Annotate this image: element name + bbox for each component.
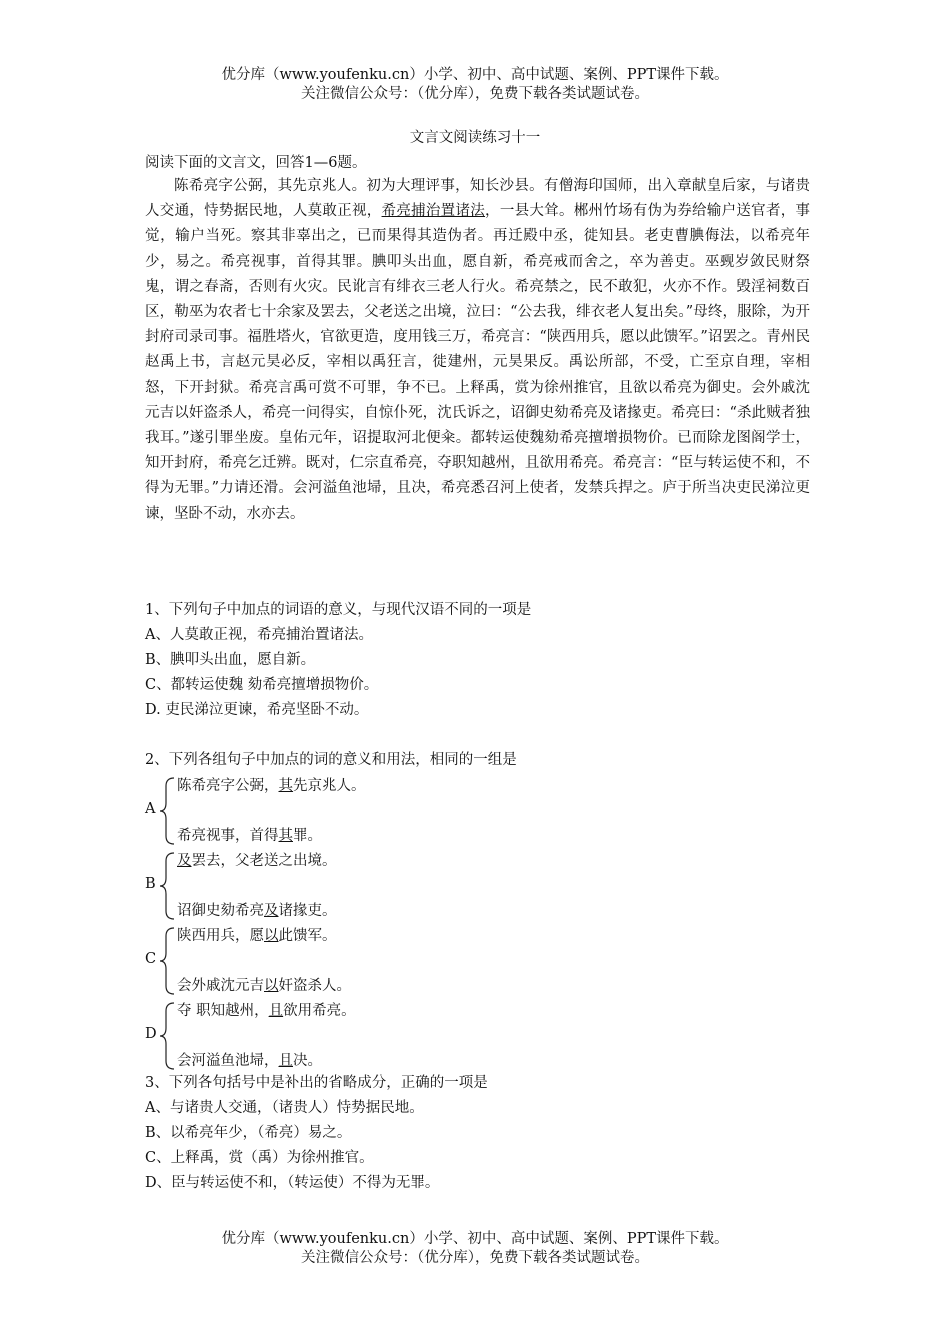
key-word: 且 [278,1053,293,1069]
question-1-option-a: A、人莫敢正视，希亮捕治置诸法。 [145,627,373,643]
question-2-stem: 2、下列各组句子中加点的词的意义和用法，相同的一组是 [145,752,517,768]
document-title: 文言文阅读练习十一 [409,130,541,146]
sentence-text: 会外戚沈元吉 [177,978,264,994]
sentence-1 [177,849,337,870]
sentence-2 [177,974,351,995]
curly-brace-icon [158,926,176,996]
sentence-text: 罢去，父老送之出境。 [191,853,337,869]
sentence-text: 诸掾吏。 [278,903,337,919]
curly-brace-icon [158,1001,176,1071]
sentence-text: 决。 [293,1053,322,1069]
passage-text-2: ，一县大耸。郴州竹场有伪为券给输户送官者，事觉，输户当死。察其非辜出之，已而果得其造伪者。再迁殿中丞，徙知县。老吏曹腆侮法，以希亮年少，易之。希亮视事，首得其罪。腆叩头出血，愿自新，希亮戒而舍之，卒为善吏。巫觋岁敛民财祭鬼，谓之春斋，否则有火灾。民讹言有绯衣三老人行火。希亮禁之，民不敢犯，火亦不作。毁淫祠数百区，勒巫为农者七十余家及罢去，父老送之出境，泣曰：“公去我，绯衣老人复出矣。”母终，服除，为开封府司录司事。福胜塔火，官欲更造，度用钱三万，希亮言：“陕西用兵，愿以此馈军。”诏罢之。青州民赵禹上书，言赵元昊必反，宰相以禹狂言，徙建州，元昊果反。禹讼所部，不受，亡至京自理，宰相怒，下开封狱。希亮言禹可赏不可罪，争不已。上释禹，赏为徐州推官，且欲以希亮为御史。会外戚沈元吉以奸盗杀人，希亮一问得实，自惊仆死，沈氏诉之，诏御史劾希亮及诸掾吏。希亮曰：“杀此贼者独我耳。”遂引罪坐废。皇佑元年，诏提取河北便籴。都转运使魏劾希亮擅增损物价。已而除龙图阁学士，知开封府，希亮乞迁辨。既对，仁宗直希亮，夺职知越州，且欲用希亮。希亮言：“臣与转运使不和，不得为无罪。”力请还滑。会河溢鱼池埽，且决，希亮悉召河上使者，发禁兵捍之。庐于所当决吏民涕泣更谏，坚卧不动，水亦去。 [145,203,811,522]
sentence-text: 此馈军。 [278,928,337,944]
sentence-text: 希亮视事，首得 [177,828,279,844]
group-letter: A [145,801,156,817]
header-line-1: 优分库（www.youfenku.cn）小学、初中、高中试题、案例、PPT课件下载。 [221,67,729,83]
question-1 [145,598,810,723]
page-footer [0,1230,950,1268]
sentence-text: 夺 职知越州， [177,1003,269,1019]
key-word: 及 [177,853,192,869]
sentence-text: 先京兆人。 [293,778,366,794]
sentence-1 [177,924,337,945]
classical-passage [145,174,810,527]
question-1-stem: 1、下列句子中加点的词语的意义，与现代汉语不同的一项是 [145,602,532,618]
question-3-stem: 3、下列各句括号中是补出的省略成分，正确的一项是 [145,1075,488,1091]
footer-line-2: 关注微信公众号：（优分库），免费下载各类试题试卷。 [301,1250,649,1266]
question-3-option-d: D、臣与转运使不和，（转运使）不得为无罪。 [145,1175,440,1191]
header-line-2: 关注微信公众号：（优分库），免费下载各类试题试卷。 [301,86,649,102]
key-word: 以 [264,978,279,994]
sentence-1 [177,774,366,795]
key-word: 且 [268,1003,284,1019]
question-2-group-c [145,924,645,999]
question-3 [145,1071,810,1196]
key-word: 以 [264,928,279,944]
group-letter: D [145,1026,157,1042]
sentence-text: 罪。 [293,828,322,844]
curly-brace-icon [158,851,176,921]
sentence-1 [177,999,356,1020]
sentence-2 [177,899,337,920]
sentence-2 [177,824,322,845]
question-2-group-d [145,999,645,1074]
question-1-option-b: B、腆叩头出血，愿自新。 [145,652,316,668]
question-1-option-d: D. 吏民涕泣更谏，希亮坚卧不动。 [145,702,369,718]
question-3-option-b: B、以希亮年少，（希亮）易之。 [145,1125,352,1141]
passage-underlined-phrase: 希亮捕治置诸法 [381,203,486,220]
curly-brace-icon [158,776,176,846]
reading-instruction: 阅读下面的文言文，回答1—6题。 [145,155,367,171]
question-3-option-a: A、与诸贵人交通，（诸贵人）恃势据民地。 [145,1100,424,1116]
key-word: 及 [264,903,279,919]
sentence-text: 诏御史劾希亮 [177,903,264,919]
question-1-option-c: C、都转运使魏 劾希亮擅增损物价。 [145,677,379,693]
group-letter: C [145,951,157,967]
sentence-text: 陕西用兵，愿 [177,928,264,944]
sentence-text: 陈希亮字公弼， [177,778,279,794]
sentence-text: 欲用希亮。 [283,1003,356,1019]
sentence-2 [177,1049,322,1070]
sentence-text: 奸盗杀人。 [278,978,351,994]
question-3-option-c: C、上释禹，赏（禹）为徐州推官。 [145,1150,374,1166]
question-2-group-b [145,849,645,924]
group-letter: B [145,876,156,892]
footer-line-1: 优分库（www.youfenku.cn）小学、初中、高中试题、案例、PPT课件下载。 [221,1231,729,1247]
question-2-group-a [145,774,645,849]
passage-text-1: 陈希亮字公弼，其先京兆人。初为大理评事，知长沙县。有僧海印国师，出入章献皇后家，与诸贵人交通，恃势据民地，人莫敢正视， [145,178,810,220]
key-word: 其 [278,778,293,794]
key-word: 其 [278,828,293,844]
page-header [0,66,950,104]
sentence-text: 会河溢鱼池埽， [177,1053,279,1069]
